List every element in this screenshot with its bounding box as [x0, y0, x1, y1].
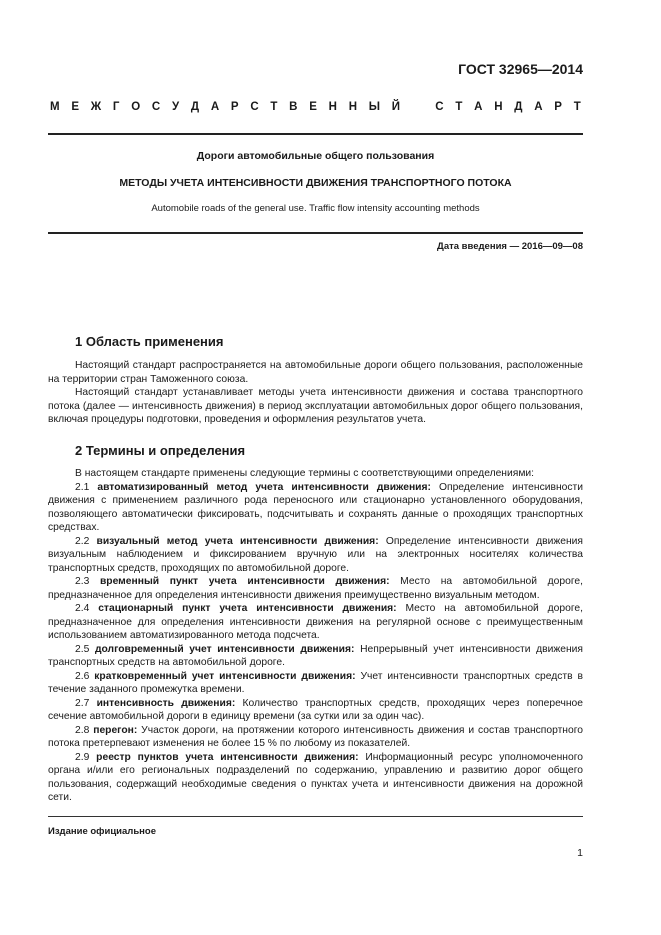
term-text: Определение интенсивности движения с применением различного рода переносного или стационарно установленного оборудования, позволяющего автоматически фиксировать, подсчитывать и сохранять данные о проходящих транспортных средствах. — [48, 481, 583, 533]
interstate-letter: С — [250, 101, 259, 113]
english-title: Automobile roads of the general use. Traffic flow intensity accounting methods — [151, 203, 480, 214]
interstate-letter: Н — [494, 101, 503, 113]
interstate-letter: Д — [514, 101, 523, 113]
interstate-letter: Р — [230, 101, 239, 113]
section-2-intro: В настоящем стандарте применены следующие термины с соответствующими определениями: — [75, 468, 535, 479]
term-definition — [48, 602, 583, 643]
term-text: Место на автомобильной дороге, предназначенное для определения интенсивности движения на регулярной основе с преимущественным использованием автоматизированного метода подсчета. — [48, 603, 583, 641]
term-name: стационарный пункт учета интенсивности движения: — [98, 603, 397, 614]
section-1-body — [48, 359, 583, 427]
term-text: Учет интенсивности транспортных средств в течение заданного промежутка времени. — [48, 670, 583, 695]
term-definition — [48, 575, 583, 602]
term-name: перегон: — [93, 724, 138, 736]
interstate-standard-label — [50, 101, 581, 113]
title-line-1: Дороги автомобильные общего пользования — [196, 150, 435, 162]
term-name: реестр пунктов учета интенсивности движения: — [96, 751, 359, 763]
term-text: Информационный ресурс уполномоченного органа и/или его региональных подразделений по содержанию, управлению и развитию дорог общего пользования, содержащий необходимые сведения о пунктах учета и интенсивности движения на дорожной сети. — [48, 751, 583, 803]
term-name: визуальный метод учета интенсивности движения: — [96, 535, 379, 547]
section-1-paragraph: Настоящий стандарт распространяется на автомобильные дороги общего пользования, расположенные на территории стран Таможенного союза. — [48, 360, 583, 385]
term-text: Количество транспортных средств, проходящих через поперечное сечение автомобильной дороги в единицу времени (за сутки или за один час). — [48, 697, 583, 722]
page-number: 1 — [577, 847, 583, 859]
term-name: автоматизированный метод учета интенсивности движения: — [97, 481, 431, 493]
term-number: 2.3 — [75, 576, 90, 587]
term-number: 2.1 — [75, 481, 90, 493]
term-number: 2.6 — [75, 670, 90, 682]
interstate-letter: С — [151, 101, 161, 113]
effective-date: Дата введения — 2016—09—08 — [437, 241, 583, 252]
interstate-letter: М — [50, 101, 60, 113]
interstate-letter: А — [474, 101, 483, 113]
term-text: Непрерывный учет интенсивности движения транспортных средств на автомобильной дороге. — [48, 643, 583, 668]
term-number: 2.7 — [75, 697, 90, 709]
interstate-letter: Е — [71, 101, 80, 113]
interstate-letter: Ж — [90, 101, 102, 113]
term-definition — [48, 697, 583, 724]
term-definition — [48, 670, 583, 697]
interstate-letter: Т — [455, 101, 463, 113]
interstate-letter: Г — [112, 101, 120, 113]
interstate-letter: Д — [190, 101, 200, 113]
interstate-letter: У — [171, 101, 180, 113]
term-name: кратковременный учет интенсивности движения: — [94, 670, 356, 682]
section-2-heading: 2 Термины и определения — [75, 443, 246, 458]
term-number: 2.5 — [75, 643, 90, 655]
section-2-body — [48, 467, 583, 805]
edition-label: Издание официальное — [48, 826, 156, 837]
interstate-letter: Т — [573, 101, 581, 113]
section-1-heading: 1 Область применения — [75, 334, 224, 349]
document-code: ГОСТ 32965—2014 — [458, 61, 583, 77]
interstate-letter: Е — [309, 101, 317, 113]
term-text: Место на автомобильной дороге, предназначенное для определения интенсивности движения преимущественно визуальным методом. — [48, 576, 583, 601]
term-number: 2.8 — [75, 724, 90, 736]
interstate-letter: Т — [270, 101, 278, 113]
interstate-letter: Н — [328, 101, 337, 113]
interstate-letter: Н — [348, 101, 358, 113]
interstate-letter: А — [210, 101, 220, 113]
term-name: временный пункт учета интенсивности движения: — [99, 576, 390, 587]
term-text: Участок дороги, на протяжении которого интенсивность движения и состав транспортного потока претерпевают изменения не более 15 % по любому из показателей. — [48, 724, 583, 749]
interstate-letter: Ы — [368, 101, 381, 113]
interstate-letter: Й — [391, 101, 401, 113]
term-number: 2.2 — [75, 535, 90, 547]
interstate-letter: С — [435, 101, 444, 113]
term-name: долговременный учет интенсивности движения: — [94, 643, 355, 655]
footer-divider — [48, 816, 583, 817]
section-1-paragraph: Настоящий стандарт устанавливает методы учета интенсивности движения и состава транспортного потока (далее — интенсивность движения) в период эксплуатации автомобильных дорог общего пользования, включая процедуры подготовки, проведения и оформления результатов учета. — [48, 387, 583, 425]
term-definition — [48, 724, 583, 751]
interstate-letter: Р — [554, 101, 562, 113]
term-definition — [48, 535, 583, 576]
term-text: Определение интенсивности движения визуальным наблюдением и фиксированием вручную или на электронных носителях количества транспортных средств, проходящих по автомобильной дороге. — [48, 535, 583, 574]
term-definition — [48, 481, 583, 535]
title-divider — [48, 232, 583, 234]
interstate-letter: В — [289, 101, 298, 113]
interstate-letter: А — [534, 101, 543, 113]
term-number: 2.9 — [75, 751, 90, 763]
term-definition — [48, 643, 583, 670]
interstate-letter: О — [131, 101, 141, 113]
term-name: интенсивность движения: — [96, 697, 236, 709]
term-definition — [48, 751, 583, 805]
term-number: 2.4 — [75, 603, 90, 614]
title-line-2: МЕТОДЫ УЧЕТА ИНТЕНСИВНОСТИ ДВИЖЕНИЯ ТРАНСПОРТНОГО ПОТОКА — [119, 177, 512, 189]
top-divider — [48, 133, 583, 135]
